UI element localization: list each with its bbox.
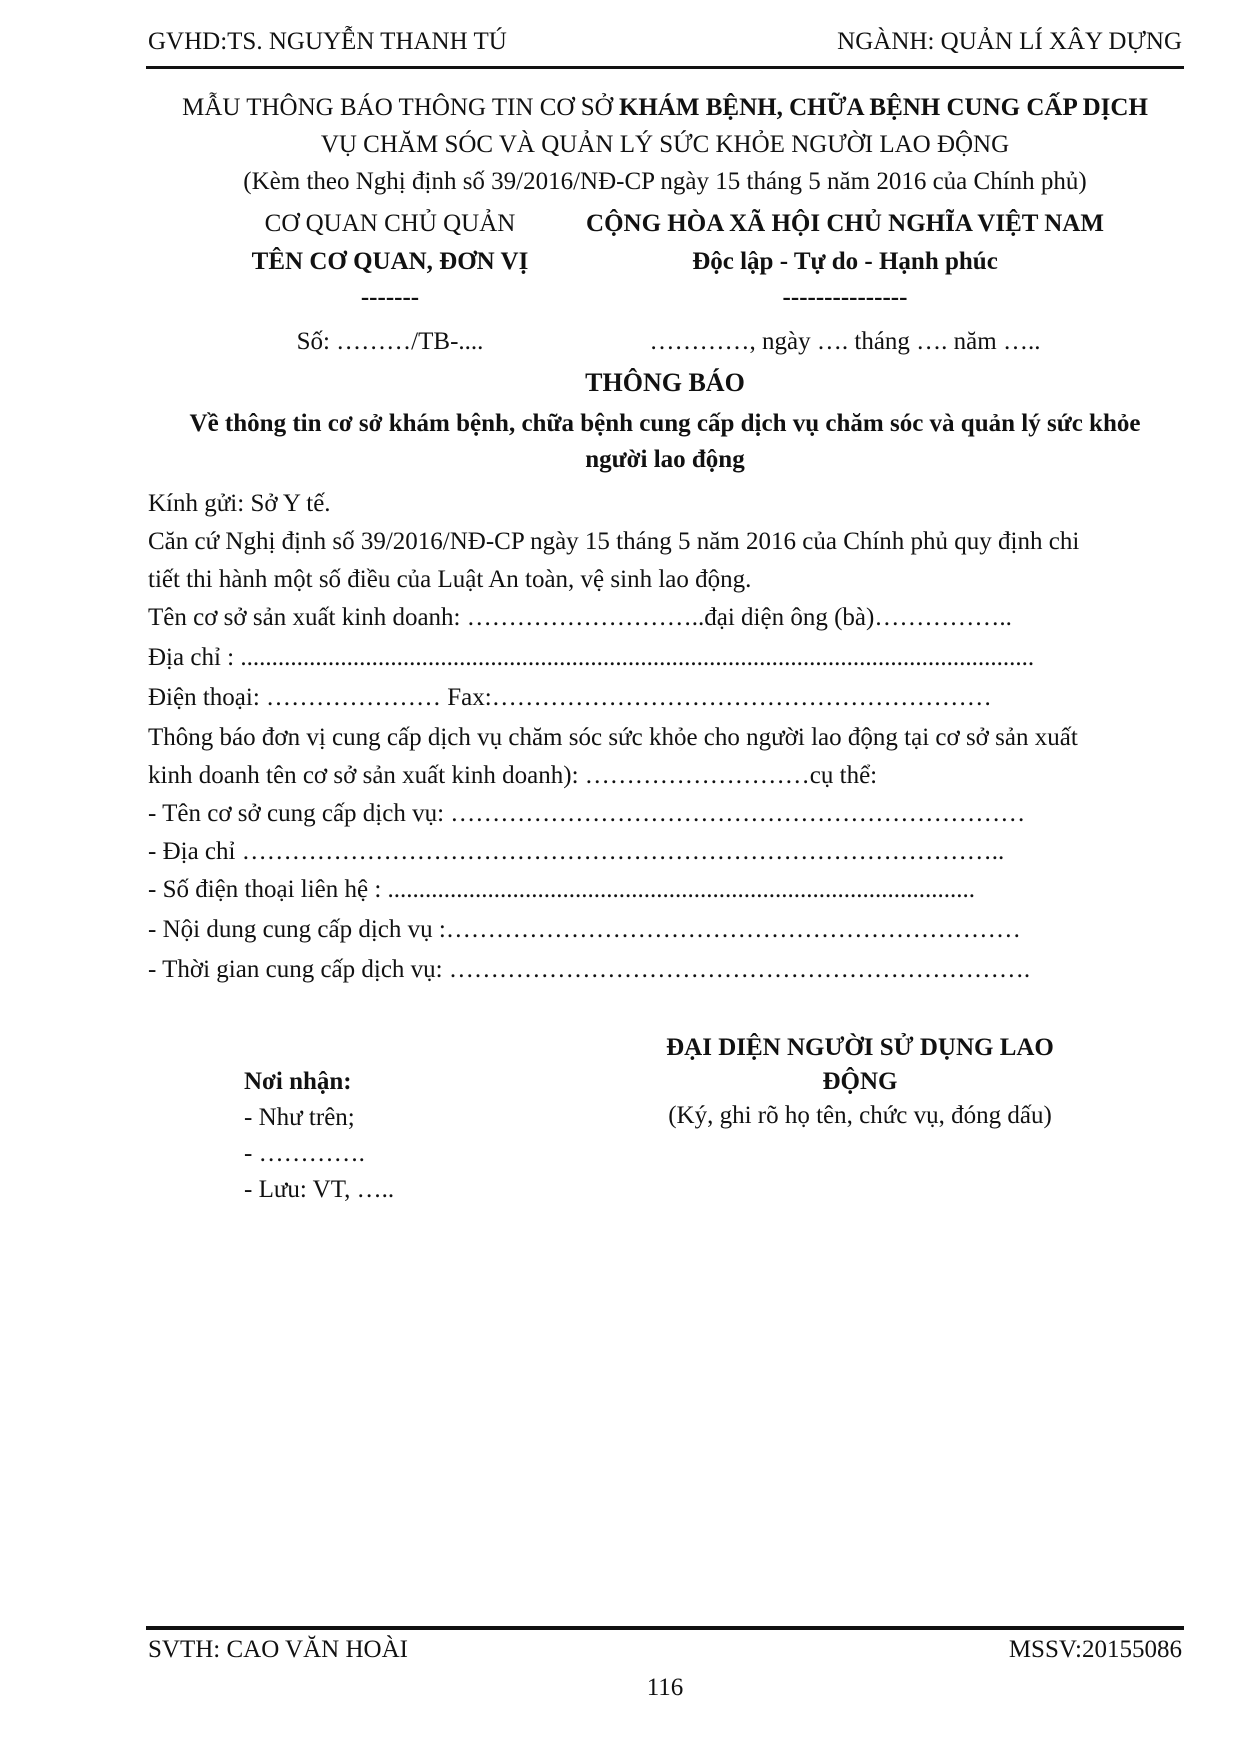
recipients-item: - Lưu: VT, ….. (244, 1176, 395, 1203)
national-motto: CỘNG HÒA XÃ HỘI CHỦ NGHĨA VIỆT NAM (586, 210, 1104, 237)
header-right: NGÀNH: QUẢN LÍ XÂY DỰNG (837, 28, 1182, 55)
recipient-line: Kính gửi: Sở Y tế. (148, 490, 331, 517)
motto-divider: --------------- (782, 284, 908, 311)
provider-name-field: - Tên cơ sở cung cấp dịch vụ: …………………………………………………………… (148, 800, 1026, 827)
agency-divider: ------- (360, 284, 420, 311)
address-field: Địa chỉ : ............................................................................................................................... (148, 644, 1035, 671)
legal-basis-line1: Căn cứ Nghị định số 39/2016/NĐ-CP ngày 15 tháng 5 năm 2016 của Chính phủ quy định chi (148, 528, 1080, 555)
page-number: 116 (646, 1674, 684, 1701)
agency-name: TÊN CƠ QUAN, ĐƠN VỊ (251, 248, 529, 275)
provider-phone-field: - Số điện thoại liên hệ : .............................................................................................. (148, 876, 976, 903)
document-number: Số: ………/TB-.... (296, 328, 484, 355)
notice-subtitle-line1: Về thông tin cơ sở khám bệnh, chữa bệnh cung cấp dịch vụ chăm sóc và quản lý sức khỏe (189, 410, 1141, 437)
form-title-line1 (146, 94, 1184, 122)
form-title-bold: KHÁM BỆNH, CHỮA BỆNH CUNG CẤP DỊCH (618, 94, 1148, 121)
notify-line2: kinh doanh tên cơ sở sản xuất kinh doanh): ………………………cụ thể: (148, 762, 878, 789)
agency-parent: CƠ QUAN CHỦ QUẢN (264, 210, 516, 237)
notice-title: THÔNG BÁO (585, 368, 745, 397)
form-title-prefix: MẪU THÔNG BÁO THÔNG TIN CƠ SỞ (182, 94, 619, 121)
notice-subtitle-line2: người lao động (585, 446, 745, 473)
form-title-line2: VỤ CHĂM SÓC VÀ QUẢN LÝ SỨC KHỎE NGƯỜI LAO ĐỘNG (320, 131, 1010, 158)
service-content-field: - Nội dung cung cấp dịch vụ :…………………………………………………………… (148, 916, 1021, 943)
signature-title-line1: ĐẠI DIỆN NGƯỜI SỬ DỤNG LAO (666, 1034, 1054, 1061)
service-time-field: - Thời gian cung cấp dịch vụ: ……………………………………………………………. (148, 956, 1031, 983)
business-name-field: Tên cơ sở sản xuất kinh doanh: ………………………..đại diện ông (bà)…………….. (148, 604, 1012, 631)
legal-basis-line2: tiết thi hành một số điều của Luật An toàn, vệ sinh lao động. (148, 566, 752, 593)
recipients-item: - …………. (244, 1140, 365, 1167)
recipients-title: Nơi nhận: (244, 1068, 352, 1095)
notify-line1: Thông báo đơn vị cung cấp dịch vụ chăm sóc sức khỏe cho người lao động tại cơ sở sản xuất (148, 724, 1078, 751)
footer-left: SVTH: CAO VĂN HOÀI (148, 1636, 408, 1663)
signature-instruction: (Ký, ghi rõ họ tên, chức vụ, đóng dấu) (668, 1102, 1052, 1129)
recipients-item: - Như trên; (244, 1104, 355, 1131)
form-title-decree: (Kèm theo Nghị định số 39/2016/NĐ-CP ngày 15 tháng 5 năm 2016 của Chính phủ) (243, 168, 1087, 195)
provider-address-field: - Địa chỉ ……………………………………………………………………………….. (148, 838, 1005, 865)
national-slogan: Độc lập - Tự do - Hạnh phúc (692, 248, 998, 275)
signature-title-line2: ĐỘNG (822, 1068, 898, 1095)
footer-rule (146, 1626, 1184, 1630)
footer-right: MSSV:20155086 (1008, 1636, 1182, 1663)
header-left: GVHD:TS. NGUYỄN THANH TÚ (148, 28, 507, 55)
header-rule (146, 66, 1184, 69)
phone-fax-field: Điện thoại: ………………… Fax:…………………………………………………… (148, 684, 992, 711)
document-date: …………, ngày …. tháng …. năm ….. (649, 328, 1041, 355)
